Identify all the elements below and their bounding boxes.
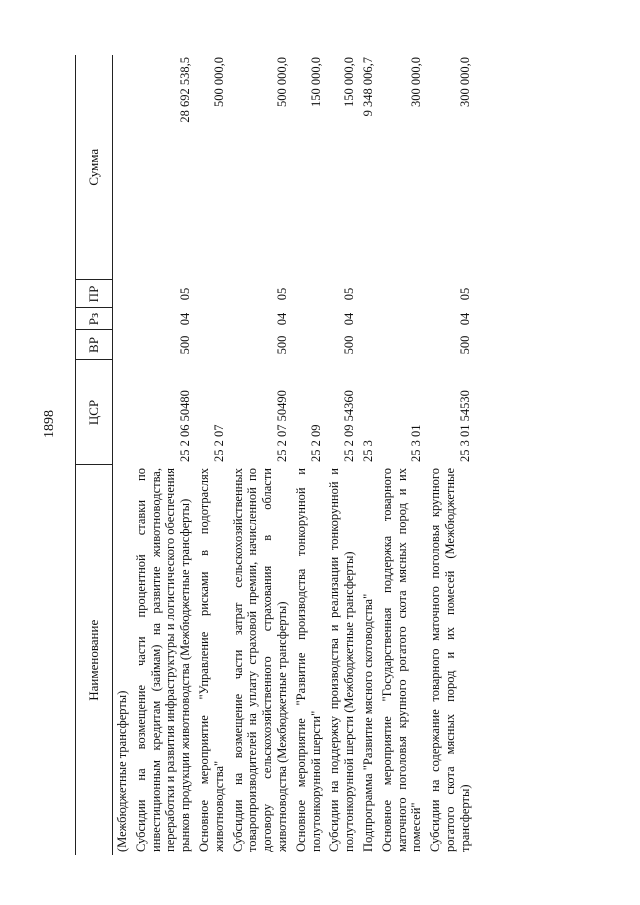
- row-rz: [113, 308, 132, 330]
- row-sum: 500 000,0: [211, 57, 226, 107]
- row-pr: [378, 280, 426, 308]
- row-name: Субсидии на поддержку производства и реализации тонкорунной и полутонкорунной шерсти (Межбюджетные трансферты): [327, 468, 357, 852]
- row-pr: 05: [274, 287, 289, 301]
- row-csr: 25 2 09 54360: [342, 390, 357, 462]
- row-csr: 25 3 01: [409, 424, 424, 462]
- row-vr: 500: [457, 335, 472, 355]
- table-row: [359, 55, 378, 855]
- row-pr: [292, 280, 326, 308]
- table-row: [113, 55, 132, 855]
- budget-table: [75, 55, 475, 855]
- table-row: [292, 55, 326, 855]
- row-rz: 04: [342, 312, 357, 326]
- row-csr: [113, 360, 132, 465]
- header-csr: ЦСР: [76, 360, 113, 465]
- row-rz: [195, 308, 229, 330]
- row-name: Субсидии на возмещение части затрат сельскохозяйственных товаропроизводителей на уплату страховой премии, начисленной по договору сельскохозяйственного страхования в области животноводства (Межбюджетные трансферты): [230, 468, 289, 852]
- row-name: Субсидии на возмещение части процентной ставки по инвестиционным кредитам (займам) на развитие животноводства, переработки и развития инфраструктуры и логистического обеспечения рынков продукции животноводства (Межбюджетные трансферты): [133, 468, 193, 852]
- row-sum: 300 000,0: [457, 57, 472, 107]
- row-csr: 25 2 07: [211, 424, 226, 462]
- header-rz: Рз: [76, 308, 113, 330]
- row-vr: [195, 330, 229, 360]
- row-csr: 25 2 09: [308, 424, 323, 462]
- row-rz: 04: [457, 312, 472, 326]
- row-csr: 25 2 06 50480: [178, 390, 193, 462]
- row-vr: [378, 330, 426, 360]
- row-name: (Межбюджетные трансферты): [115, 690, 129, 852]
- row-vr: 500: [178, 335, 193, 355]
- row-sum: 150 000,0: [342, 57, 357, 107]
- row-sum: 28 692 538,5: [178, 57, 193, 123]
- row-vr: 500: [342, 335, 357, 355]
- row-vr: [113, 330, 132, 360]
- page-number: 1898: [42, 410, 57, 438]
- row-vr: [359, 330, 378, 360]
- row-vr: [292, 330, 326, 360]
- table-row: [426, 55, 474, 855]
- row-name: Подпрограмма "Развитие мясного скотоводства": [360, 593, 375, 852]
- row-name: Основное мероприятие "Управление рисками в подотраслях животноводства": [196, 468, 226, 852]
- table-row: [325, 55, 359, 855]
- header-pr: ПР: [76, 280, 113, 308]
- row-name: Основное мероприятие "Государственная поддержка товарного маточного поголовья крупного рогатого скота мясных пород и их помесей": [379, 468, 424, 852]
- row-pr: 05: [457, 287, 472, 301]
- row-rz: 04: [274, 312, 289, 326]
- header-row: [76, 55, 113, 855]
- row-pr: [113, 280, 132, 308]
- row-pr: 05: [178, 287, 193, 301]
- row-rz: [378, 308, 426, 330]
- row-rz: [292, 308, 326, 330]
- rotated-table-container: [75, 55, 605, 855]
- row-sum: 500 000,0: [274, 57, 289, 107]
- row-rz: [359, 308, 378, 330]
- row-pr: [195, 280, 229, 308]
- table-row: [378, 55, 426, 855]
- row-sum: 150 000,0: [308, 57, 323, 107]
- table-row: [195, 55, 229, 855]
- row-csr: 25 3: [360, 440, 375, 462]
- row-name: Основное мероприятие "Развитие производства тонкорунной и полутонкорунной шерсти": [293, 468, 323, 852]
- header-vr: ВР: [76, 330, 113, 360]
- header-sum: Сумма: [76, 55, 113, 280]
- table-row: [229, 55, 292, 855]
- row-sum: [113, 55, 132, 280]
- row-csr: 25 3 01 54530: [457, 390, 472, 462]
- row-pr: [359, 280, 378, 308]
- row-csr: 25 2 07 50490: [274, 390, 289, 462]
- row-name: Субсидии на содержание товарного маточного поголовья крупного рогатого скота мясных пород и их помесей (Межбюджетные трансферты): [428, 468, 472, 852]
- row-pr: 05: [342, 287, 357, 301]
- row-rz: 04: [178, 312, 193, 326]
- header-name: Наименование: [76, 465, 113, 855]
- row-sum: 300 000,0: [409, 57, 424, 107]
- table-row: [132, 55, 195, 855]
- row-sum: 9 348 006,7: [360, 57, 375, 117]
- row-vr: 500: [274, 335, 289, 355]
